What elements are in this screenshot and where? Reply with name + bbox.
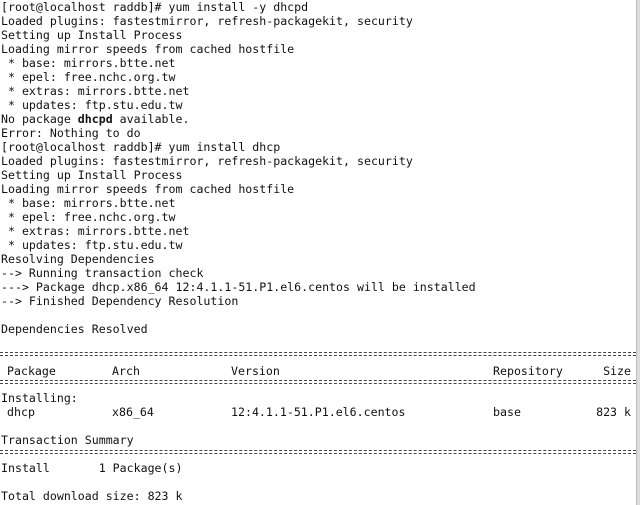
no-package-prefix: No package: [1, 112, 78, 126]
terminal-line: [root@localhost raddb]# yum install -y dhcpd: [1, 0, 309, 14]
no-package-line: [1, 112, 189, 126]
terminal-line: * updates: ftp.stu.edu.tw: [1, 238, 183, 252]
terminal-line: ---> Package dhcp.x86_64 12:4.1.1-51.P1.el6.centos will be installed: [1, 280, 476, 294]
terminal-line: * base: mirrors.btte.net: [1, 56, 176, 70]
no-package-suffix: available.: [112, 112, 190, 126]
header-repository: Repository: [493, 364, 563, 378]
row-arch: x86_64: [112, 405, 154, 419]
install-count-line: Install 1 Package(s): [1, 461, 183, 475]
table-separator-bottom: [0, 450, 636, 454]
row-version: 12:4.1.1-51.P1.el6.centos: [231, 405, 406, 419]
row-size: 823 k: [596, 405, 631, 419]
package-name-highlight: dhcpd: [77, 112, 113, 126]
terminal-line: * base: mirrors.btte.net: [1, 196, 176, 210]
table-separator-top: [0, 352, 636, 356]
terminal-line: * updates: ftp.stu.edu.tw: [1, 98, 183, 112]
header-arch: Arch: [112, 364, 140, 378]
terminal-line: Loading mirror speeds from cached hostfile: [1, 182, 295, 196]
section-installing: Installing:: [1, 391, 78, 405]
terminal-line: Loading mirror speeds from cached hostfile: [1, 42, 295, 56]
terminal-line: Resolving Dependencies: [1, 252, 155, 266]
terminal-line: Setting up Install Process: [1, 168, 183, 182]
row-package: dhcp: [7, 405, 35, 419]
terminal-line: Loaded plugins: fastestmirror, refresh-packagekit, security: [1, 14, 413, 28]
header-size: Size: [603, 364, 631, 378]
row-repository: base: [493, 405, 521, 419]
table-separator-mid: [0, 380, 636, 384]
total-download-line: Total download size: 823 k: [1, 489, 183, 503]
header-package: Package: [7, 364, 56, 378]
terminal-line: * epel: free.nchc.org.tw: [1, 210, 176, 224]
error-line: Error: Nothing to do: [1, 126, 141, 140]
terminal-line: --> Finished Dependency Resolution: [1, 294, 239, 308]
header-version: Version: [231, 364, 280, 378]
terminal-line: * extras: mirrors.btte.net: [1, 84, 190, 98]
terminal-line: Setting up Install Process: [1, 28, 183, 42]
terminal-line: * extras: mirrors.btte.net: [1, 224, 190, 238]
terminal-line: Loaded plugins: fastestmirror, refresh-packagekit, security: [1, 154, 413, 168]
vertical-scrollbar[interactable]: [636, 0, 640, 505]
terminal-line: * epel: free.nchc.org.tw: [1, 70, 176, 84]
deps-resolved-line: Dependencies Resolved: [1, 322, 148, 336]
terminal-line: --> Running transaction check: [1, 266, 204, 280]
terminal-line: [root@localhost raddb]# yum install dhcp: [1, 140, 281, 154]
summary-title: Transaction Summary: [1, 433, 134, 447]
